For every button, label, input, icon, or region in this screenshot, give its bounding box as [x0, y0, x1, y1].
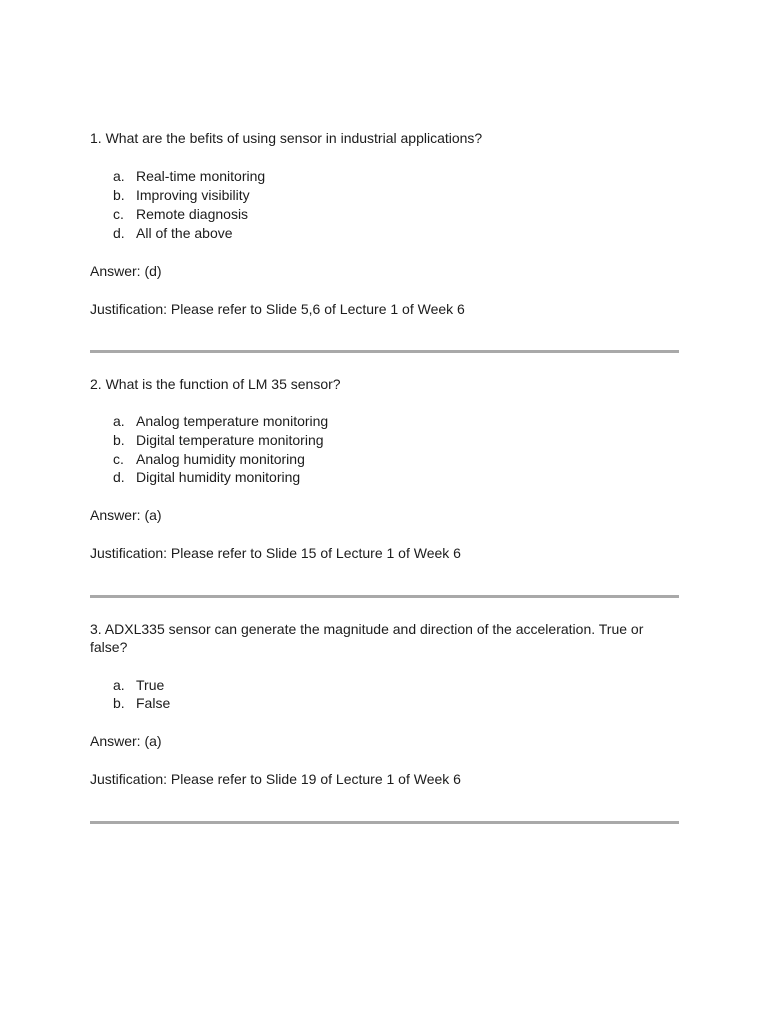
question-2-option-c-letter: c.	[113, 451, 124, 467]
question-1-answer: Answer: (d)	[90, 263, 162, 279]
question-2-option-a-text: Analog temperature monitoring	[136, 413, 329, 429]
question-2-option-c-text: Analog humidity monitoring	[136, 451, 305, 467]
question-2-justification: Justification: Please refer to Slide 15 of Lecture 1 of Week 6	[90, 545, 461, 561]
question-2-option-b-letter: b.	[113, 432, 125, 448]
question-1-option-d-letter: d.	[113, 225, 125, 241]
question-2-answer: Answer: (a)	[90, 507, 162, 523]
question-3-option-b-text: False	[136, 695, 171, 711]
question-2-option-b-text: Digital temperature monitoring	[136, 432, 324, 448]
question-2-option-d-letter: d.	[113, 469, 125, 485]
divider-1	[90, 350, 679, 353]
question-3-justification: Justification: Please refer to Slide 19 of Lecture 1 of Week 6	[90, 771, 461, 787]
question-3-option-b-letter: b.	[113, 695, 125, 711]
question-3-option-a-text: True	[136, 677, 165, 693]
question-2-option-d-text: Digital humidity monitoring	[136, 469, 301, 485]
question-1-option-b-text: Improving visibility	[136, 187, 250, 203]
question-1-option-a-letter: a.	[113, 168, 125, 184]
question-3-option-a-letter: a.	[113, 677, 125, 693]
divider-2	[90, 595, 679, 598]
question-1-option-c-letter: c.	[113, 206, 124, 222]
question-1-option-b-letter: b.	[113, 187, 125, 203]
question-2-option-a-letter: a.	[113, 413, 125, 429]
question-2-text: 2. What is the function of LM 35 sensor?	[90, 376, 341, 392]
question-1-option-c-text: Remote diagnosis	[136, 206, 249, 222]
divider-3	[90, 821, 679, 824]
question-3-answer: Answer: (a)	[90, 733, 162, 749]
question-1-text: 1. What are the befits of using sensor in industrial applications?	[90, 130, 483, 146]
question-1-option-d-text: All of the above	[136, 225, 233, 241]
question-1-option-a-text: Real-time monitoring	[136, 168, 266, 184]
question-3-text: 3. ADXL335 sensor can generate the magnitude and direction of the acceleration. True or false?	[90, 621, 644, 655]
question-1-justification: Justification: Please refer to Slide 5,6 of Lecture 1 of Week 6	[90, 301, 465, 317]
